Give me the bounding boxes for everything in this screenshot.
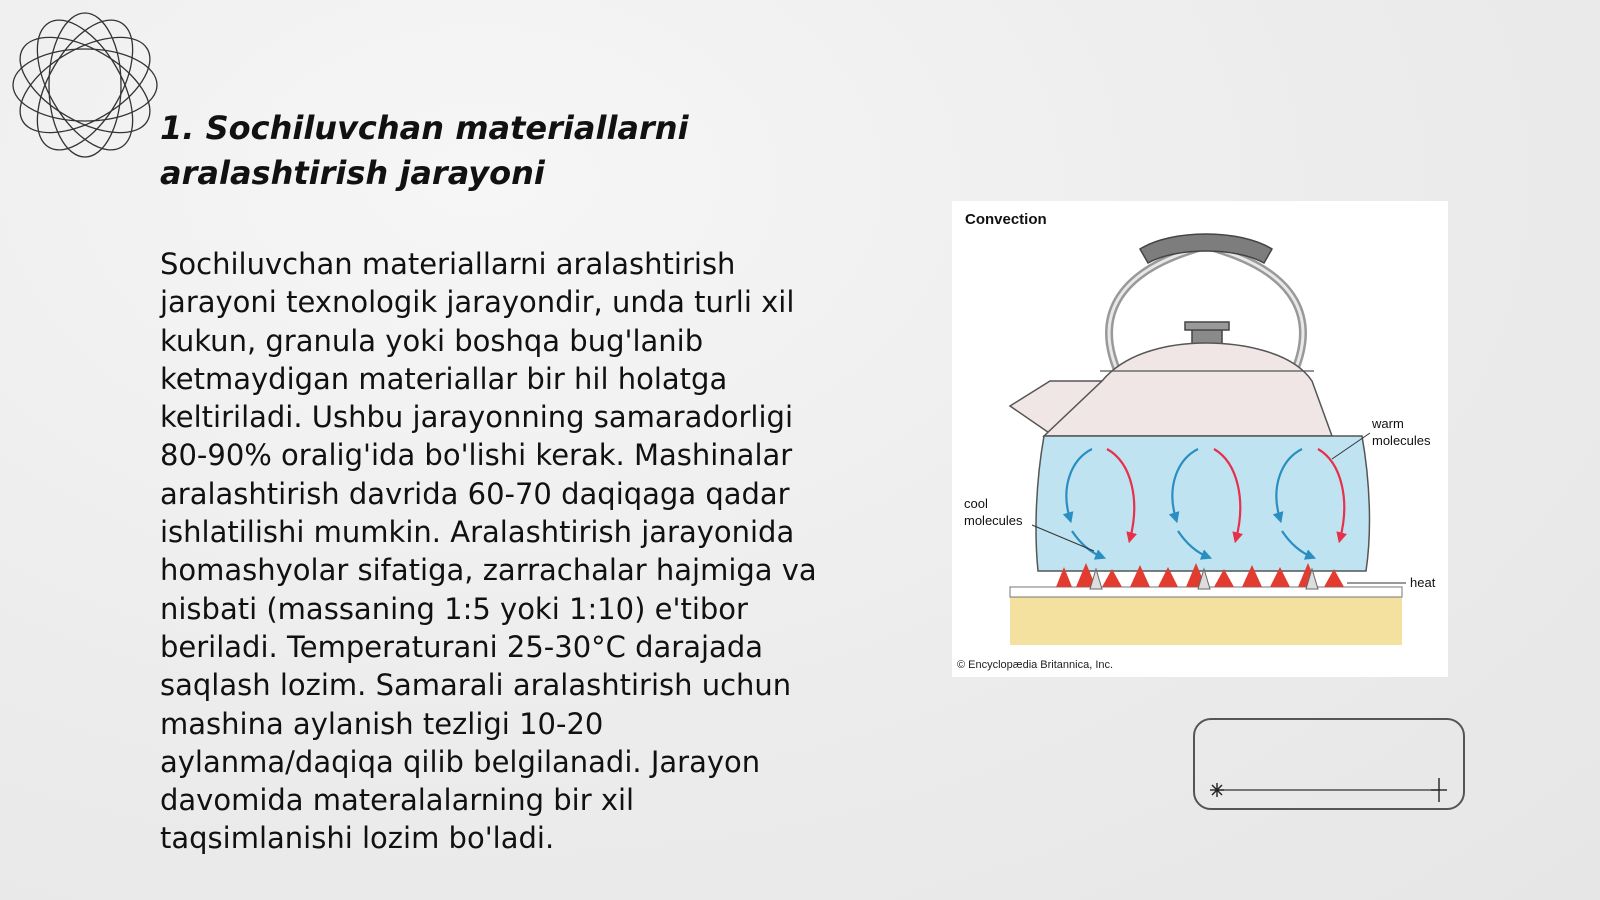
sparkle-icon xyxy=(1210,783,1224,797)
body-line: davomida materalalarning bir xil xyxy=(160,783,635,818)
slide-title xyxy=(160,106,860,196)
body-paragraph xyxy=(160,245,850,858)
body-line: homashyolar sifatiga, zarrachalar hajmiga va xyxy=(160,553,817,588)
kettle-water xyxy=(1036,436,1369,571)
body-line: ishlatilishi mumkin. Aralashtirish jarayonida xyxy=(160,515,795,550)
cool-label-line-1: cool xyxy=(964,496,988,511)
body-line: mashina aylanish tezligi 10-20 xyxy=(160,706,604,741)
decorative-timeline-box xyxy=(1193,718,1465,810)
body-line: aylanma/daqiqa qilib belgilanadi. Jarayon xyxy=(160,744,761,779)
body-line: beriladi. Temperaturani 25-30°C darajada xyxy=(160,629,763,664)
body-line: kukun, granula yoki boshqa bug'lanib xyxy=(160,323,704,358)
cross-star-icon xyxy=(1431,778,1447,802)
figure-title: Convection xyxy=(965,211,1047,228)
kettle-convection-diagram xyxy=(952,201,1448,677)
body-line: saqlash lozim. Samarali aralashtirish uchun xyxy=(160,668,792,703)
body-line: Sochiluvchan materiallarni aralashtirish xyxy=(160,247,736,281)
ornament-rings-icon xyxy=(10,10,160,160)
warm-label-line-1: warm xyxy=(1372,416,1404,431)
body-line: aralashtirish davrida 60-70 daqiqaga qadar xyxy=(160,476,790,511)
slide-title-line-2: aralashtirish jarayoni xyxy=(160,154,545,192)
cool-label-line-2: molecules xyxy=(964,513,1023,528)
warm-label-line-2: molecules xyxy=(1372,433,1431,448)
timeline-line xyxy=(1195,720,1467,812)
body-line: taqsimlanishi lozim bo'ladi. xyxy=(160,821,555,856)
slide-title-line-1: 1. Sochiluvchan materiallarni xyxy=(160,109,689,147)
stove-surface xyxy=(1010,597,1402,645)
body-line: keltiriladi. Ushbu jarayonning samaradorligi xyxy=(160,400,794,435)
body-line: nisbati (massaning 1:5 yoki 1:10) e'tibor xyxy=(160,591,748,626)
heat-label: heat xyxy=(1410,575,1436,590)
body-line: jarayoni texnologik jarayondir, unda turli xil xyxy=(160,285,795,320)
body-line: 80-90% oralig'ida bo'lishi kerak. Mashinalar xyxy=(160,438,793,473)
convection-figure xyxy=(952,201,1448,677)
body-line: ketmaydigan materiallar bir hil holatga xyxy=(160,361,728,396)
figure-credit: © Encyclopædia Britannica, Inc. xyxy=(957,659,1114,671)
